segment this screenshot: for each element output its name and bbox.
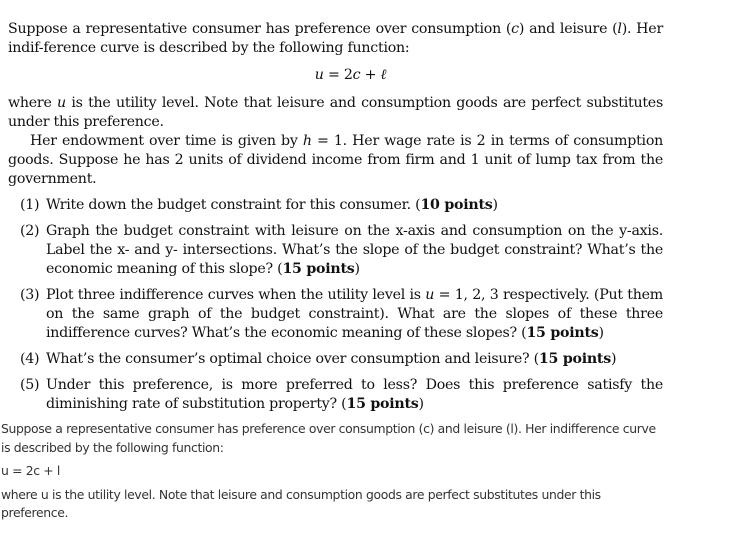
where-text: where [8,95,58,111]
utility-equation [8,66,663,85]
question-number: (1) [20,197,40,213]
var-h: h [302,133,312,149]
question-5 [8,376,663,414]
question-text: Under this preference, is more preferred to less? Does this preference satisfy the diminishing rate of substitution property? ( [46,377,663,412]
plain-equation: u = 2c + l [1,463,61,478]
question-number: (3) [20,287,40,303]
question-points: 15 points [282,261,355,277]
intro-text: ). Her indif-ference curve is described by the following function: [8,21,663,56]
intro-text: ) and leisure ( [518,21,618,37]
plain-text-block [1,420,661,528]
eq-coef: 2 [343,67,353,83]
question-text: What’s the consumer’s optimal choice over consumption and leisure? ( [46,351,539,367]
question-points: 15 points [526,325,599,341]
question-4 [8,350,663,369]
question-number: (5) [20,377,40,393]
question-points: 15 points [538,351,611,367]
var-c: c [511,21,519,37]
var-l: l [617,21,622,37]
endowment-paragraph [8,132,663,189]
var-u: u [57,95,66,111]
question-number: (2) [20,223,40,239]
plain-intro: Suppose a representative consumer has preference over consumption (c) and leisure (l). Her indifference curve is described by the following function: [1,421,656,455]
paren-close: ) [610,351,617,367]
where-paragraph [8,94,663,132]
question-points: 15 points [346,396,419,412]
eq-lhs: u [314,67,324,83]
question-2 [8,222,663,279]
eq-plus: + [360,67,381,83]
question-3 [8,286,663,343]
intro-paragraph [8,20,663,58]
endowment-text: = 1. Her wage rate is 2 in terms of consumption goods. Suppose he has 2 units of dividend income from firm and 1 unit of lump tax from the government. [8,133,663,187]
plain-where: where u is the utility level. Note that leisure and consumption goods are perfect substitutes under this preference. [1,486,601,520]
question-text: Graph the budget constraint with leisure on the x-axis and consumption on the y-axis. Label the x- and y- intersections. What’s the slope of the budget constraint? What’s the economic meaning of this slope? ( [46,223,663,277]
paren-close: ) [418,396,424,412]
paren-close: ) [492,197,498,213]
eq-ell: ℓ [380,67,387,83]
endowment-text: Her endowment over time is given by [30,133,303,149]
question-list [8,196,663,414]
intro-text: Suppose a representative consumer has preference over consumption ( [8,21,512,37]
where-text: is the utility level. Note that leisure and consumption goods are perfect substitutes under this preference. [8,95,663,130]
question-points: 10 points [420,197,493,213]
paren-close: ) [598,325,604,341]
question-1 [8,196,663,215]
question-text: Plot three indifference curves when the utility level is [46,287,426,303]
latex-problem-image [8,20,663,421]
paren-close: ) [354,261,360,277]
question-text: Write down the budget constraint for this consumer. ( [46,197,421,213]
var-u: u [425,287,435,303]
eq-c: c [352,67,361,83]
question-text: = 1, 2, 3 respectively. (Put them on the same graph of the budget constraint). What are the slopes of these three indifference curves? What’s the economic meaning of these slopes? ( [46,287,664,341]
question-number: (4) [20,351,40,367]
eq-equals: = [323,67,344,83]
